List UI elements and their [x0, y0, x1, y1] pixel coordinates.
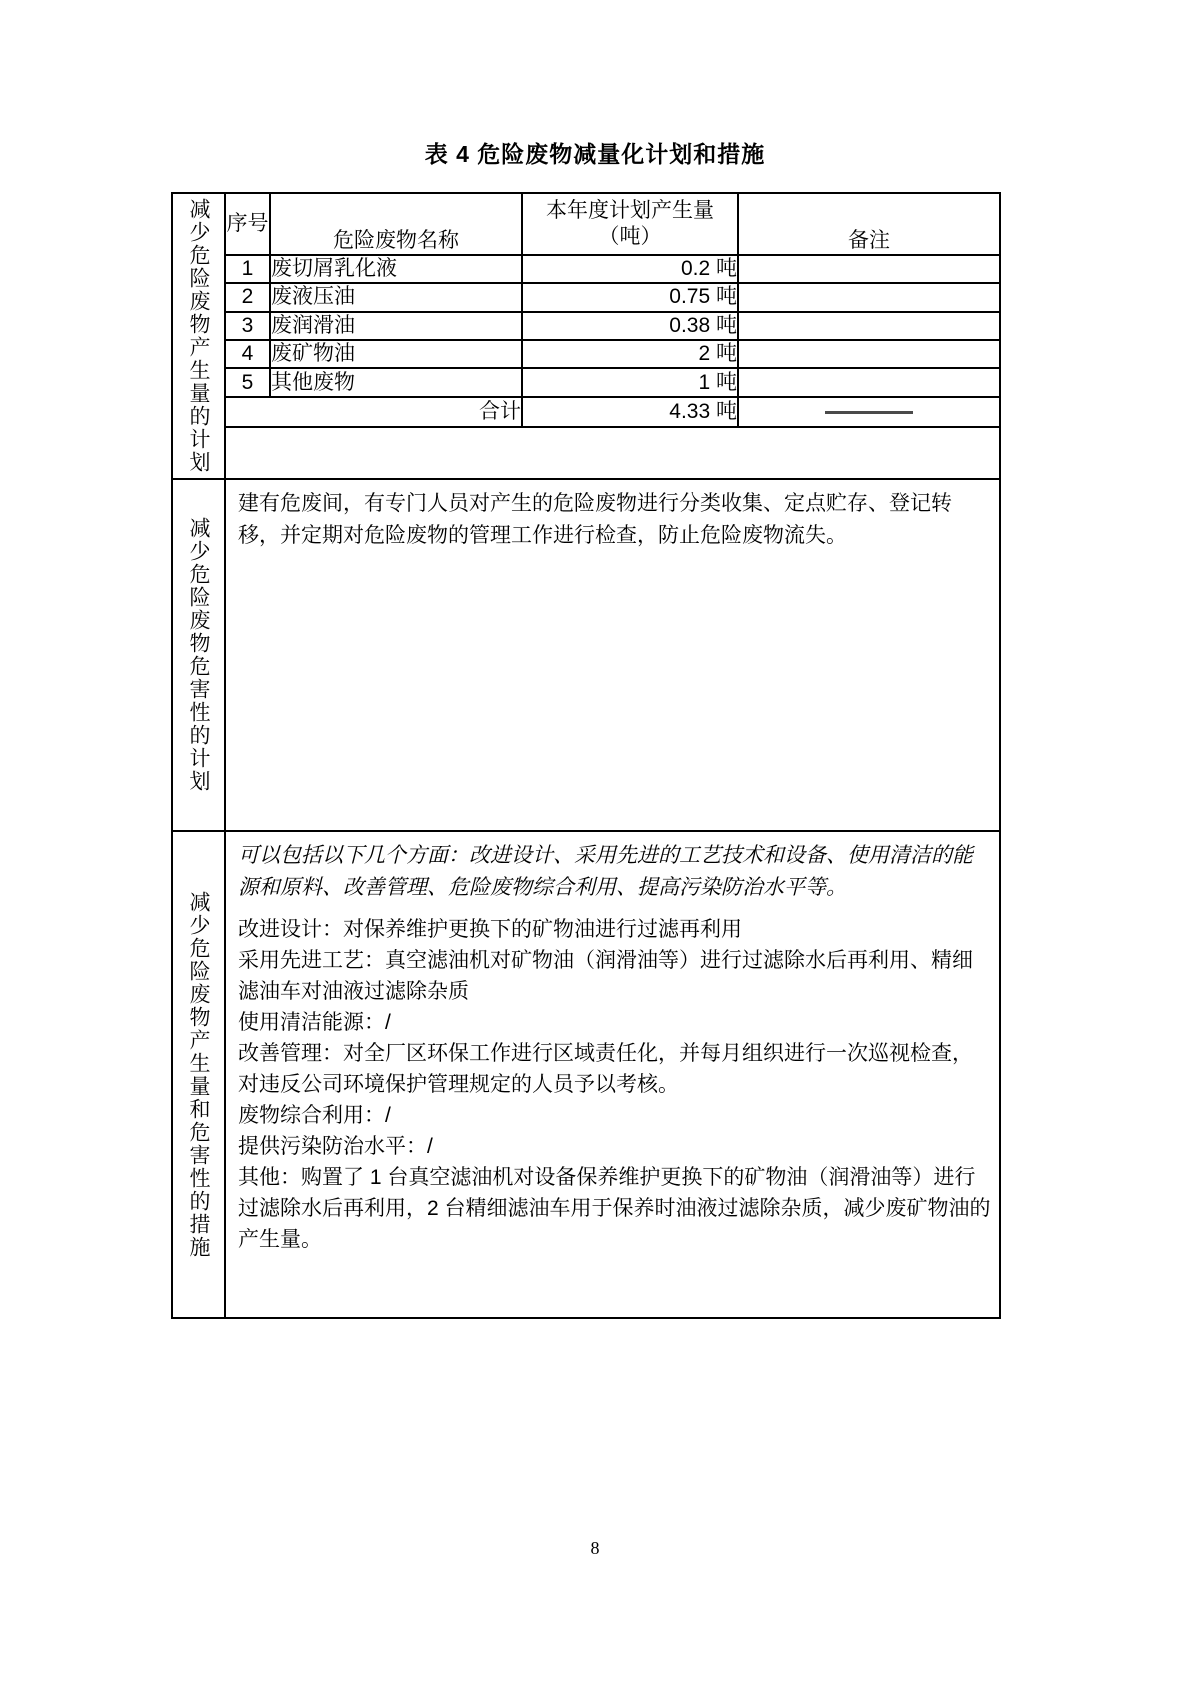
- text-line: 对违反公司环境保护管理规定的人员予以考核。: [238, 1073, 679, 1096]
- text-line: 使用清洁能源：/: [238, 1011, 391, 1034]
- section-label-cell: [173, 194, 226, 478]
- col-header-name: 危险废物名称: [270, 194, 522, 255]
- harm-plan-text: [226, 480, 999, 830]
- row-index: 2: [226, 283, 270, 311]
- row-remark: [738, 340, 999, 368]
- row-amount: 1 吨: [522, 368, 738, 396]
- page-number: 8: [590, 1538, 600, 1558]
- row-remark: [738, 283, 999, 311]
- header-row: [226, 194, 999, 255]
- section-label-cell: [173, 832, 226, 1317]
- section-label-cell: [173, 480, 226, 830]
- waste-list-table: [226, 194, 999, 478]
- total-row: [226, 397, 999, 427]
- row-name: 废润滑油: [270, 312, 522, 340]
- text-line: 可以包括以下几个方面：改进设计、采用先进的工艺技术和设备、使用清洁的能: [238, 844, 973, 867]
- dash-line: [825, 411, 913, 414]
- table-row: [226, 368, 999, 396]
- row-amount: 0.75 吨: [522, 283, 738, 311]
- row-name: 其他废物: [270, 368, 522, 396]
- text-line: 建有危废间，有专门人员对产生的危险废物进行分类收集、定点贮存、登记转: [238, 492, 952, 515]
- measures-area: [226, 832, 999, 1317]
- section-harm-plan: [173, 478, 999, 830]
- table-row: [226, 255, 999, 283]
- waste-list-area: [226, 194, 999, 478]
- row-amount: 2 吨: [522, 340, 738, 368]
- text-line: 移，并定期对危险废物的管理工作进行检查，防止危险废物流失。: [238, 524, 847, 547]
- total-remark: [738, 397, 999, 427]
- row-name: 废切屑乳化液: [270, 255, 522, 283]
- col-header-amount-text: 本年度计划产生量（吨）: [546, 198, 714, 248]
- col-header-index: 序号: [226, 194, 270, 255]
- text-line: 产生量。: [238, 1228, 322, 1251]
- row-name: 废液压油: [270, 283, 522, 311]
- section-vertical-label: 减少危险废物危害性的计划: [187, 517, 210, 793]
- text-line: 源和原料、改善管理、危险废物综合利用、提高污染防治水平等。: [238, 876, 847, 899]
- text-line: 提供污染防治水平：/: [238, 1135, 433, 1158]
- table-row: [226, 340, 999, 368]
- section-vertical-label: 减少危险废物产生量和危害性的措施: [187, 890, 210, 1259]
- section-measures: [173, 830, 999, 1317]
- empty-cell: [226, 427, 999, 478]
- text-line: 改善管理：对全厂区环保工作进行区域责任化，并每月组织进行一次巡视检查，: [238, 1042, 973, 1065]
- table-row: [226, 283, 999, 311]
- waste-reduction-table: [171, 192, 1001, 1319]
- col-header-remark: 备注: [738, 194, 999, 255]
- col-header-amount: [522, 194, 738, 255]
- section-quantity-plan: [173, 194, 999, 478]
- row-remark: [738, 368, 999, 396]
- row-index: 5: [226, 368, 270, 396]
- table-row: [226, 312, 999, 340]
- measures-body-paragraph: [238, 914, 991, 1255]
- empty-row: [226, 427, 999, 478]
- total-label: 合计: [226, 397, 522, 427]
- text-line: 过滤除水后再利用，2 台精细滤油车用于保养时油液过滤除杂质，减少废矿物油的: [238, 1197, 991, 1220]
- row-remark: [738, 312, 999, 340]
- row-amount: 0.38 吨: [522, 312, 738, 340]
- measures-intro-paragraph: [238, 840, 985, 904]
- text-line: 采用先进工艺：真空滤油机对矿物油（润滑油等）进行过滤除水后再利用、精细: [238, 949, 973, 972]
- total-amount: 4.33 吨: [522, 397, 738, 427]
- text-line: 滤油车对油液过滤除杂质: [238, 980, 469, 1003]
- text-line: 废物综合利用：/: [238, 1104, 391, 1127]
- section-vertical-label: 减少危险废物产生量的计划: [187, 198, 210, 474]
- row-amount: 0.2 吨: [522, 255, 738, 283]
- document-title: 表 4 危险废物减量化计划和措施: [424, 141, 766, 167]
- text-line: 其他：购置了 1 台真空滤油机对设备保养维护更换下的矿物油（润滑油等）进行: [238, 1166, 976, 1189]
- row-index: 1: [226, 255, 270, 283]
- row-name: 废矿物油: [270, 340, 522, 368]
- row-index: 4: [226, 340, 270, 368]
- row-index: 3: [226, 312, 270, 340]
- text-line: 改进设计：对保养维护更换下的矿物油进行过滤再利用: [238, 918, 742, 941]
- row-remark: [738, 255, 999, 283]
